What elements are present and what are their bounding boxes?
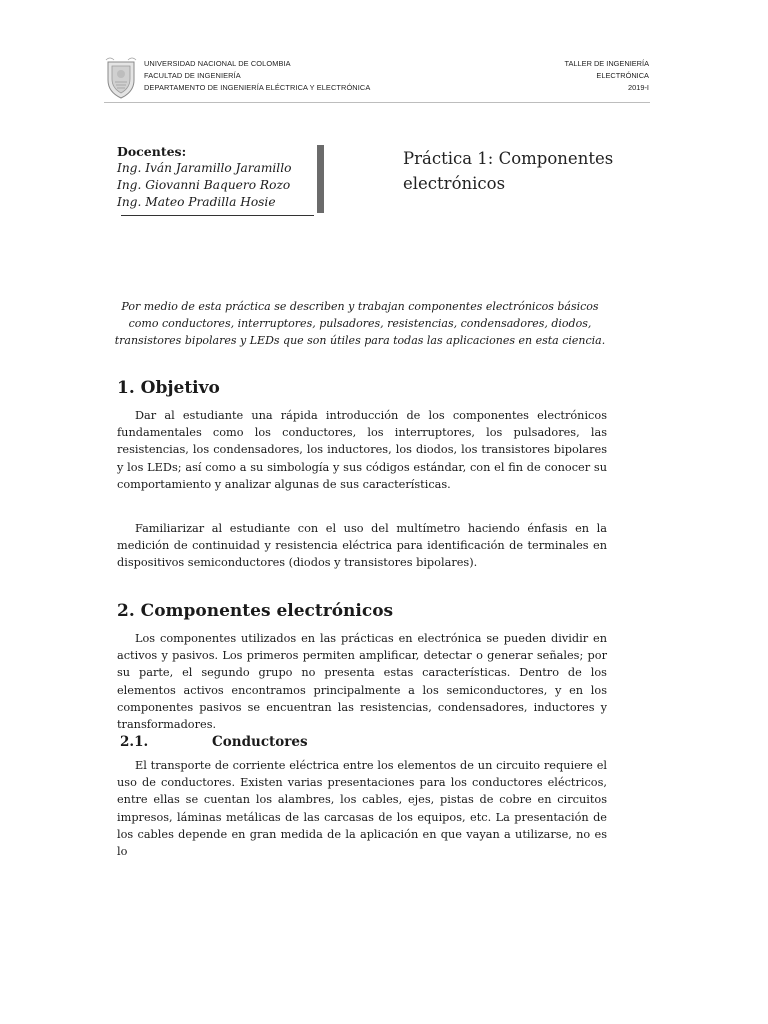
university-seal-icon [104, 56, 138, 100]
instructors-underline [121, 215, 314, 216]
instructor-name: Ing. Mateo Pradilla Hosie [117, 195, 276, 209]
subsection-title: Conductores [212, 734, 308, 750]
section-heading-objective: 1. Objetivo [117, 378, 220, 398]
practice-title-line1: Práctica 1: Componentes [403, 149, 614, 168]
instructors-label: Docentes: [117, 144, 187, 159]
abstract-line: transistores bipolares y LEDs que son útiles para todas las aplicaciones en esta ciencia. [114, 333, 606, 347]
instructor-name: Ing. Giovanni Baquero Rozo [117, 178, 291, 192]
header-course-line1: TALLER DE INGENIERÍA [564, 59, 649, 68]
instructor-name: Ing. Iván Jaramillo Jaramillo [117, 161, 292, 175]
objective-paragraph-1: Dar al estudiante una rápida introducción de los componentes electrónicos fundamentales como los conductores, los interruptores, los pulsadores, las resistencias, los condensadores, los inductores, los diodos, los transistores bipolares y los LEDs; así como a su simbología y sus códigos estándar, con el fin de conocer su comportamiento y analizar algunas de sus características. [117, 409, 607, 491]
title-separator-bar [317, 145, 324, 213]
section-heading-components: 2. Componentes electrónicos [117, 601, 394, 621]
practice-title-line2: electrónicos [403, 174, 506, 193]
instructors-block [117, 143, 315, 211]
header-divider [104, 102, 650, 103]
header-course [565, 58, 649, 94]
abstract-line: Por medio de esta práctica se describen y trabajan componentes electrónicos básicos [121, 300, 599, 313]
subsection-number: 2.1. [120, 734, 149, 750]
objective-paragraph-2: Familiarizar al estudiante con el uso del multímetro haciendo énfasis en la medición de continuidad y resistencia eléctrica para identificación de terminales en dispositivos semiconductores (diodos y transistores bipolares). [117, 522, 607, 570]
header-faculty: FACULTAD DE INGENIERÍA [144, 71, 241, 80]
practice-title [403, 146, 653, 196]
header-institution [144, 58, 370, 94]
abstract [108, 299, 612, 349]
abstract-line: como conductores, interruptores, pulsadores, resistencias, condensadores, diodos, [128, 316, 592, 330]
header-semester: 2019-I [628, 83, 649, 92]
header-university: UNIVERSIDAD NACIONAL DE COLOMBIA [144, 59, 291, 68]
components-paragraph: Los componentes utilizados en las prácticas en electrónica se pueden dividir en activos y pasivos. Los primeros permiten amplificar, detectar o generar señales; por su parte, el segundo grupo no presenta estas características. Dentro de los elementos activos encontramos principalmente a los semiconductores, y en los componentes pasivos se encuentran las resistencias, condensadores, inductores y transformadores. [117, 632, 607, 732]
header-course-line2: ELECTRÓNICA [596, 71, 649, 80]
conductors-paragraph: El transporte de corriente eléctrica entre los elementos de un circuito requiere el uso de conductores. Existen varias presentaciones para los conductores eléctricos, entre ellas se cuentan los alambres, los cables, ejes, pistas de cobre en circuitos impresos, láminas metálicas de las carcasas de los equipos, etc. La presentación de los cables depende en gran medida de la aplicación en que vayan a utilizarse, no es lo [117, 759, 607, 859]
header-department: DEPARTAMENTO DE INGENIERÍA ELÉCTRICA Y ELECTRÓNICA [144, 83, 371, 92]
subsection-heading-conductors [120, 734, 308, 750]
